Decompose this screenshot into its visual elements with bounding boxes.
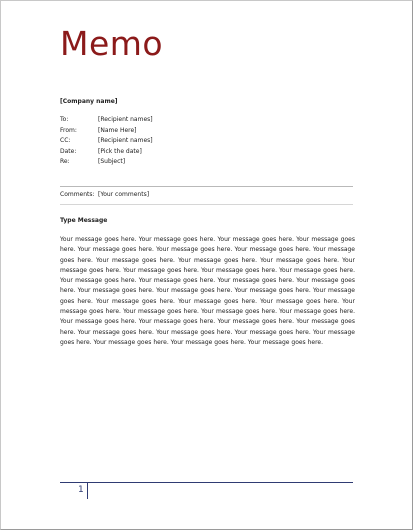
company-name: [Company name]	[60, 98, 118, 105]
field-row-date	[60, 147, 153, 158]
comments-row	[60, 191, 149, 198]
field-value-date: [Pick the date]	[98, 147, 142, 155]
field-row-cc	[60, 136, 153, 147]
message-heading: Type Message	[60, 217, 108, 224]
field-label-date: Date:	[60, 147, 77, 155]
page-number-divider	[87, 483, 88, 499]
field-value-re: [Subject]	[98, 158, 126, 165]
field-label-re: Re:	[60, 158, 70, 165]
comments-divider	[60, 204, 353, 205]
comments-value: [Your comments]	[98, 191, 150, 198]
message-body: Your message goes here. Your message goes here. Your message goes here. Your message goes here. Your message goes here. Your message goes here. Your message goes here. Your message goes here. Your message goes here. Your message goes here. Your message goes here. Your message goes here. Your message goes here. Your message goes here. Your message goes here. Your message goes here. Your message goes here. Your message goes here. Your message goes here. Your message goes here. Your message goes here. Your message goes here. Your message goes here. Your message goes here. Your message goes here. Your message goes here. Your message goes here. Your message goes here. Your message goes here. Your message goes here. Your message goes here. Your message goes here. Your message goes here. Your message goes here. Your message goes here. Your message goes here. Your message goes here. Your message goes here. Your message goes here. Your message goes here. Your message goes here.	[60, 236, 355, 346]
memo-title: Memo	[60, 24, 164, 63]
field-value-from: [Name Here]	[98, 126, 137, 134]
field-value-cc: [Recipient names]	[98, 137, 153, 144]
field-value-to: [Recipient names]	[98, 116, 153, 123]
field-row-to	[60, 115, 153, 126]
header-fields	[60, 115, 153, 168]
field-row-from	[60, 126, 153, 137]
footer-divider	[60, 482, 353, 483]
comments-label: Comments:	[60, 191, 95, 198]
page-number: 1	[78, 485, 84, 495]
field-label-to: To:	[60, 116, 69, 123]
field-label-from: From:	[60, 126, 77, 134]
field-label-cc: CC:	[60, 137, 71, 144]
header-divider	[60, 186, 353, 187]
field-row-re	[60, 157, 153, 168]
